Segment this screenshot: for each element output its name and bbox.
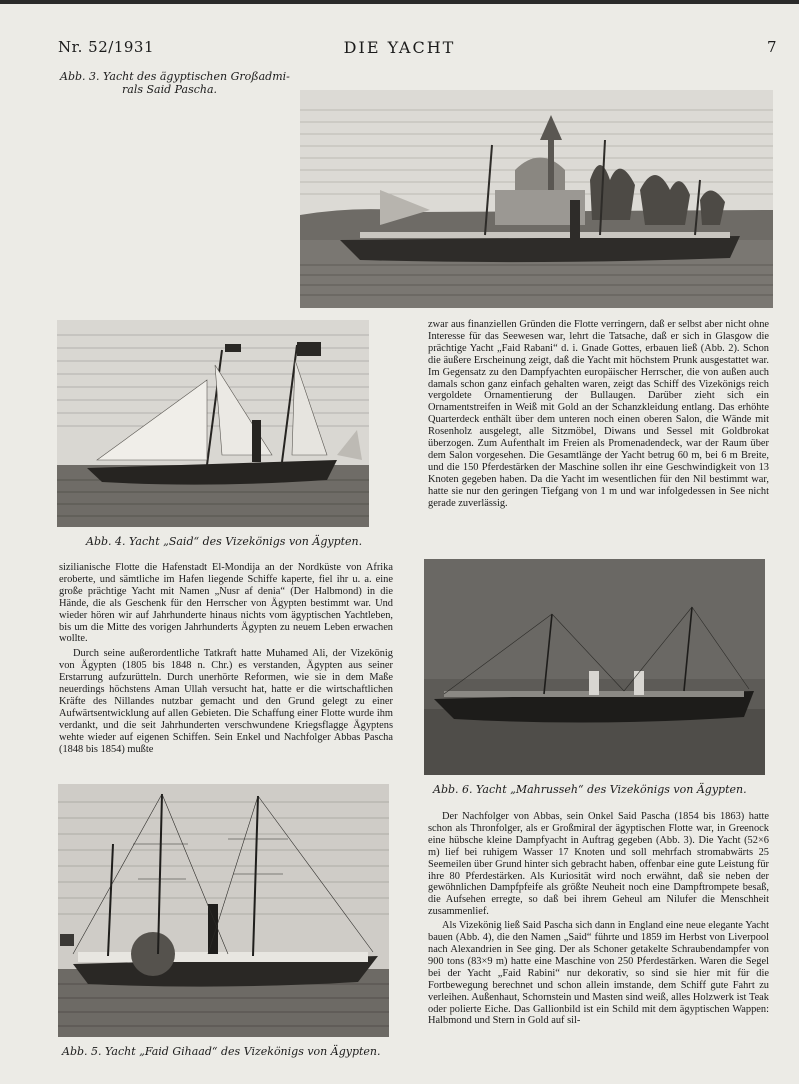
right-column-bottom-text bbox=[428, 811, 769, 1066]
figure-4-engraving bbox=[57, 320, 369, 527]
figure-3-caption bbox=[60, 70, 290, 96]
paragraph-faid-rabani: zwar aus finanziellen Gründen die Flotte verringern, daß er selbst aber nicht ohne Interesse für das Seewesen war, lehrt die Tatsache, daß er sich in Glasgow die prächtige Yacht „Faid Rabani“ d. i. Gnade Gottes, erbauen ließ (Abb. 2). Schon die äußere Erscheinung zeigt, daß die Yacht mit höchstem Prunk ausgestattet war. Im Gegensatz zu den Dampfyachten europäischer Herrscher, die von außen auch damals schon ganz einfach gehalten waren, zeigt das Schiff des Vizekönigs reich vergoldete Ornamentierung der Bullaugen. Darüber zieht sich ein Ornamentstreifen in Weiß mit Gold an der Schanzkleidung entlang. Das erhöhte Quarterdeck enthält über dem unteren noch einen oberen Salon, die Wände mit Rosenholz ausgelegt, alle Sitzmöbel, Diwans und Sessel mit Goldbrokat überzogen. Zum Aufenthalt im Freien als Promenadendeck, war der Raum über dem Salon vorgesehen. Die Gesamtlänge der Yacht betrug 60 m, bei 6 m Breite, und die 150 Pferdestärken der Maschine sollen ihr eine Geschwindigkeit von 13 Knoten gegeben haben. Da die Yacht im wesentlichen für den Nil bestimmt war, hatte sie nur den geringen Tiefgang von 1 m und war infolgedessen in See nicht gerade zuverlässig. bbox=[428, 319, 769, 509]
paragraph-said-pascha-greenock: Der Nachfolger von Abbas, sein Onkel Said Pascha (1854 bis 1863) hatte schon als Thronfolger, als er Großmiral der ägyptischen Flotte war, in Greenock eine hübsche kleine Dampfyacht in Auftrag gegeben (Abb. 3). Die Yacht (52×6 m) lief bei ruhigem Wasser 17 Knoten und soll mehrfach stromabwärts 25 Seemeilen über Grund hinter sich gebracht haben, offenbar eine gute Leistung für ihre 80 Pferdestärken. Als Kuriosität wird noch erwähnt, daß sie neben der gewöhnlichen Dampfpfeife als größte Neuheit noch eine Dampftrompete besaß, die Aufsehen erregte, so daß bei ihrem Geheul am Nilufer die Menschheit zusammenlief. bbox=[428, 811, 769, 918]
figure-4-caption: Abb. 4. Yacht „Said“ des Vizekönigs von Ägypten. bbox=[86, 535, 363, 548]
journal-title: DIE YACHT bbox=[343, 38, 456, 57]
figure-6-caption: Abb. 6. Yacht „Mahrusseh“ des Vizekönigs von Ägypten. bbox=[433, 783, 747, 796]
figure-3-engraving bbox=[300, 90, 773, 308]
paragraph-muhamed-ali: Durch seine außerordentliche Tatkraft hatte Muhamed Ali, der Vizekönig von Ägypten (1805 bis 1848 n. Chr.) es verstanden, Ägypten aus seiner Erstarrung aufzurütteln. Durch unerhörte Reformen, wie sie in dem Maße neuerdings höchstens Aman Ullah versucht hat, hatte er die wirtschaftlichen Kräfte des Nillandes nutzbar gemacht und den Grund gelegt zu einer Aufwärtsentwicklung auf allen Gebieten. Die Schaffung einer Flotte wurde ihm verdankt, und die seit Jahrhunderten verschwundene Kriegsflagge Ägyptens wehte wieder auf eigenen Schiffen. Sein Enkel und Nachfolger Abbas Pascha (1848 bis 1854) mußte bbox=[59, 648, 393, 755]
figure-5-caption: Abb. 5. Yacht „Faid Gihaad“ des Vizekönigs von Ägypten. bbox=[62, 1045, 381, 1058]
top-border bbox=[0, 0, 799, 4]
figure-5-engraving bbox=[58, 784, 389, 1037]
figure-6-photo bbox=[424, 559, 765, 775]
page-number: 7 bbox=[766, 38, 777, 56]
right-column-top-text bbox=[428, 319, 769, 549]
figure-3-caption-line-2: rals Said Pascha. bbox=[122, 83, 218, 96]
issue-number: Nr. 52/1931 bbox=[58, 38, 154, 56]
paragraph-yacht-said: Als Vizekönig ließ Said Pascha sich dann in England eine neue elegante Yacht bauen (Abb. 4), die den Namen „Said“ führte und 1859 im Herbst von Liverpool nach Alexandrien in See ging. Der als Schoner getakelte Schraubendampfer von 900 tons (83×9 m) hatte eine Maschine von 250 Pferdestärken. Waren die Segel bei der Yacht „Faid Rabini“ nur dekorativ, so sind sie hier mit für die Fortbewegung berechnet und schon allein imstande, dem Schiff gute Fahrt zu verleihen. Außenhaut, Schornstein und Masten sind weiß, alles Holzwerk ist Teak oder polierte Eiche. Das Gallionbild ist ein Schild mit dem ägyptischen Wappen: Halbmond und Stern in Gold auf sil- bbox=[428, 920, 769, 1027]
figure-3-caption-line-1: Abb. 3. Yacht des ägyptischen Großadmi- bbox=[60, 70, 290, 83]
paragraph-sicilian-fleet: sizilianische Flotte die Hafenstadt El-Mondija an der Nordküste von Afrika eroberte, und sämtliche im Hafen liegende Schiffe kaperte, fiel ihr u. a. eine große prächtige Yacht mit Namen „Nusr af denia“ (Der Halbmond) in die Hände, die als Geschenk für den Herrscher von Ägypten bestimmt war. Und wieder hören wir auf Jahrhunderte hinaus nichts vom ägyptischen Yachtleben, bis um die Mitte des vorigen Jahrhunderts Ägypten zu neuem Leben erwachen wollte. bbox=[59, 562, 393, 645]
left-column-text bbox=[59, 562, 393, 774]
